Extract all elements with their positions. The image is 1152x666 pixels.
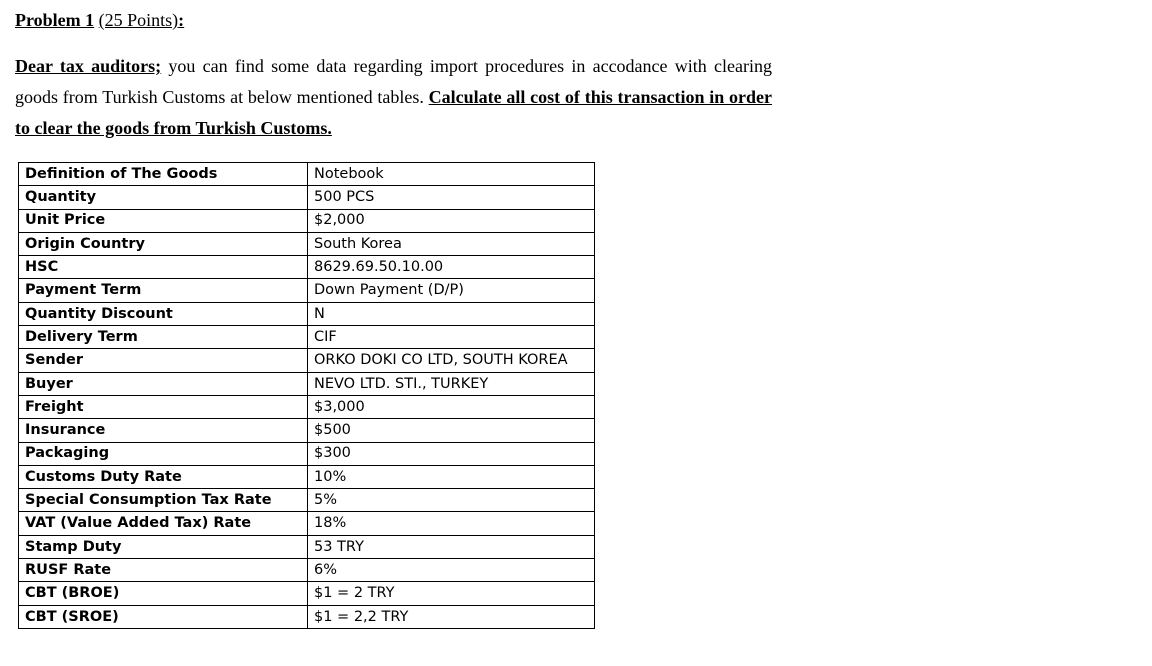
row-value: N [308, 302, 595, 325]
row-label: Delivery Term [19, 326, 308, 349]
row-label: CBT (BROE) [19, 582, 308, 605]
row-value: ORKO DOKI CO LTD, SOUTH KOREA [308, 349, 595, 372]
row-label: HSC [19, 256, 308, 279]
problem-points: (25 Points) [98, 10, 179, 30]
row-label: RUSF Rate [19, 559, 308, 582]
table-row [19, 559, 595, 582]
row-label: Insurance [19, 419, 308, 442]
table-row [19, 256, 595, 279]
problem-statement [15, 51, 772, 144]
table-row [19, 209, 595, 232]
row-label: Unit Price [19, 209, 308, 232]
row-value: 10% [308, 465, 595, 488]
row-label: Origin Country [19, 232, 308, 255]
table-row [19, 186, 595, 209]
row-label: Customs Duty Rate [19, 465, 308, 488]
row-label: Special Consumption Tax Rate [19, 489, 308, 512]
row-value: Down Payment (D/P) [308, 279, 595, 302]
row-label: Payment Term [19, 279, 308, 302]
problem-title-colon: : [178, 10, 185, 30]
table-row [19, 302, 595, 325]
table-row [19, 326, 595, 349]
problem-title [15, 10, 184, 31]
row-value: CIF [308, 326, 595, 349]
table-row [19, 163, 595, 186]
row-value: 18% [308, 512, 595, 535]
row-label: Quantity [19, 186, 308, 209]
table-row [19, 512, 595, 535]
row-value: 8629.69.50.10.00 [308, 256, 595, 279]
row-value: $2,000 [308, 209, 595, 232]
row-label: Buyer [19, 372, 308, 395]
row-value: $300 [308, 442, 595, 465]
statement-lead: Dear tax auditors; [15, 56, 162, 76]
row-value: 53 TRY [308, 535, 595, 558]
table-row [19, 582, 595, 605]
table-row [19, 372, 595, 395]
table-row [19, 279, 595, 302]
goods-data-table [18, 162, 595, 629]
row-label: CBT (SROE) [19, 605, 308, 628]
row-label: Quantity Discount [19, 302, 308, 325]
row-value: 500 PCS [308, 186, 595, 209]
table-row [19, 395, 595, 418]
row-value: South Korea [308, 232, 595, 255]
row-value: 5% [308, 489, 595, 512]
statement-task: Calculate all cost of this transaction in order to clear the goods from Turkish Customs. [15, 87, 773, 138]
problem-number: Problem 1 [15, 10, 95, 30]
row-value: $3,000 [308, 395, 595, 418]
table-row [19, 419, 595, 442]
table-row [19, 349, 595, 372]
row-value: $500 [308, 419, 595, 442]
table-row [19, 605, 595, 628]
row-value: NEVO LTD. STI., TURKEY [308, 372, 595, 395]
row-value: Notebook [308, 163, 595, 186]
table-row [19, 465, 595, 488]
row-label: Packaging [19, 442, 308, 465]
statement-text: you can find some data regarding import procedures in accodance with clearing goods from Turkish Customs at below mentioned tables. [15, 56, 773, 107]
row-label: Definition of The Goods [19, 163, 308, 186]
table-row [19, 232, 595, 255]
table-row [19, 535, 595, 558]
row-label: Freight [19, 395, 308, 418]
row-value: $1 = 2,2 TRY [308, 605, 595, 628]
table-row [19, 442, 595, 465]
row-value: 6% [308, 559, 595, 582]
row-label: VAT (Value Added Tax) Rate [19, 512, 308, 535]
row-label: Sender [19, 349, 308, 372]
table-row [19, 489, 595, 512]
row-value: $1 = 2 TRY [308, 582, 595, 605]
row-label: Stamp Duty [19, 535, 308, 558]
goods-table-body [19, 163, 595, 629]
